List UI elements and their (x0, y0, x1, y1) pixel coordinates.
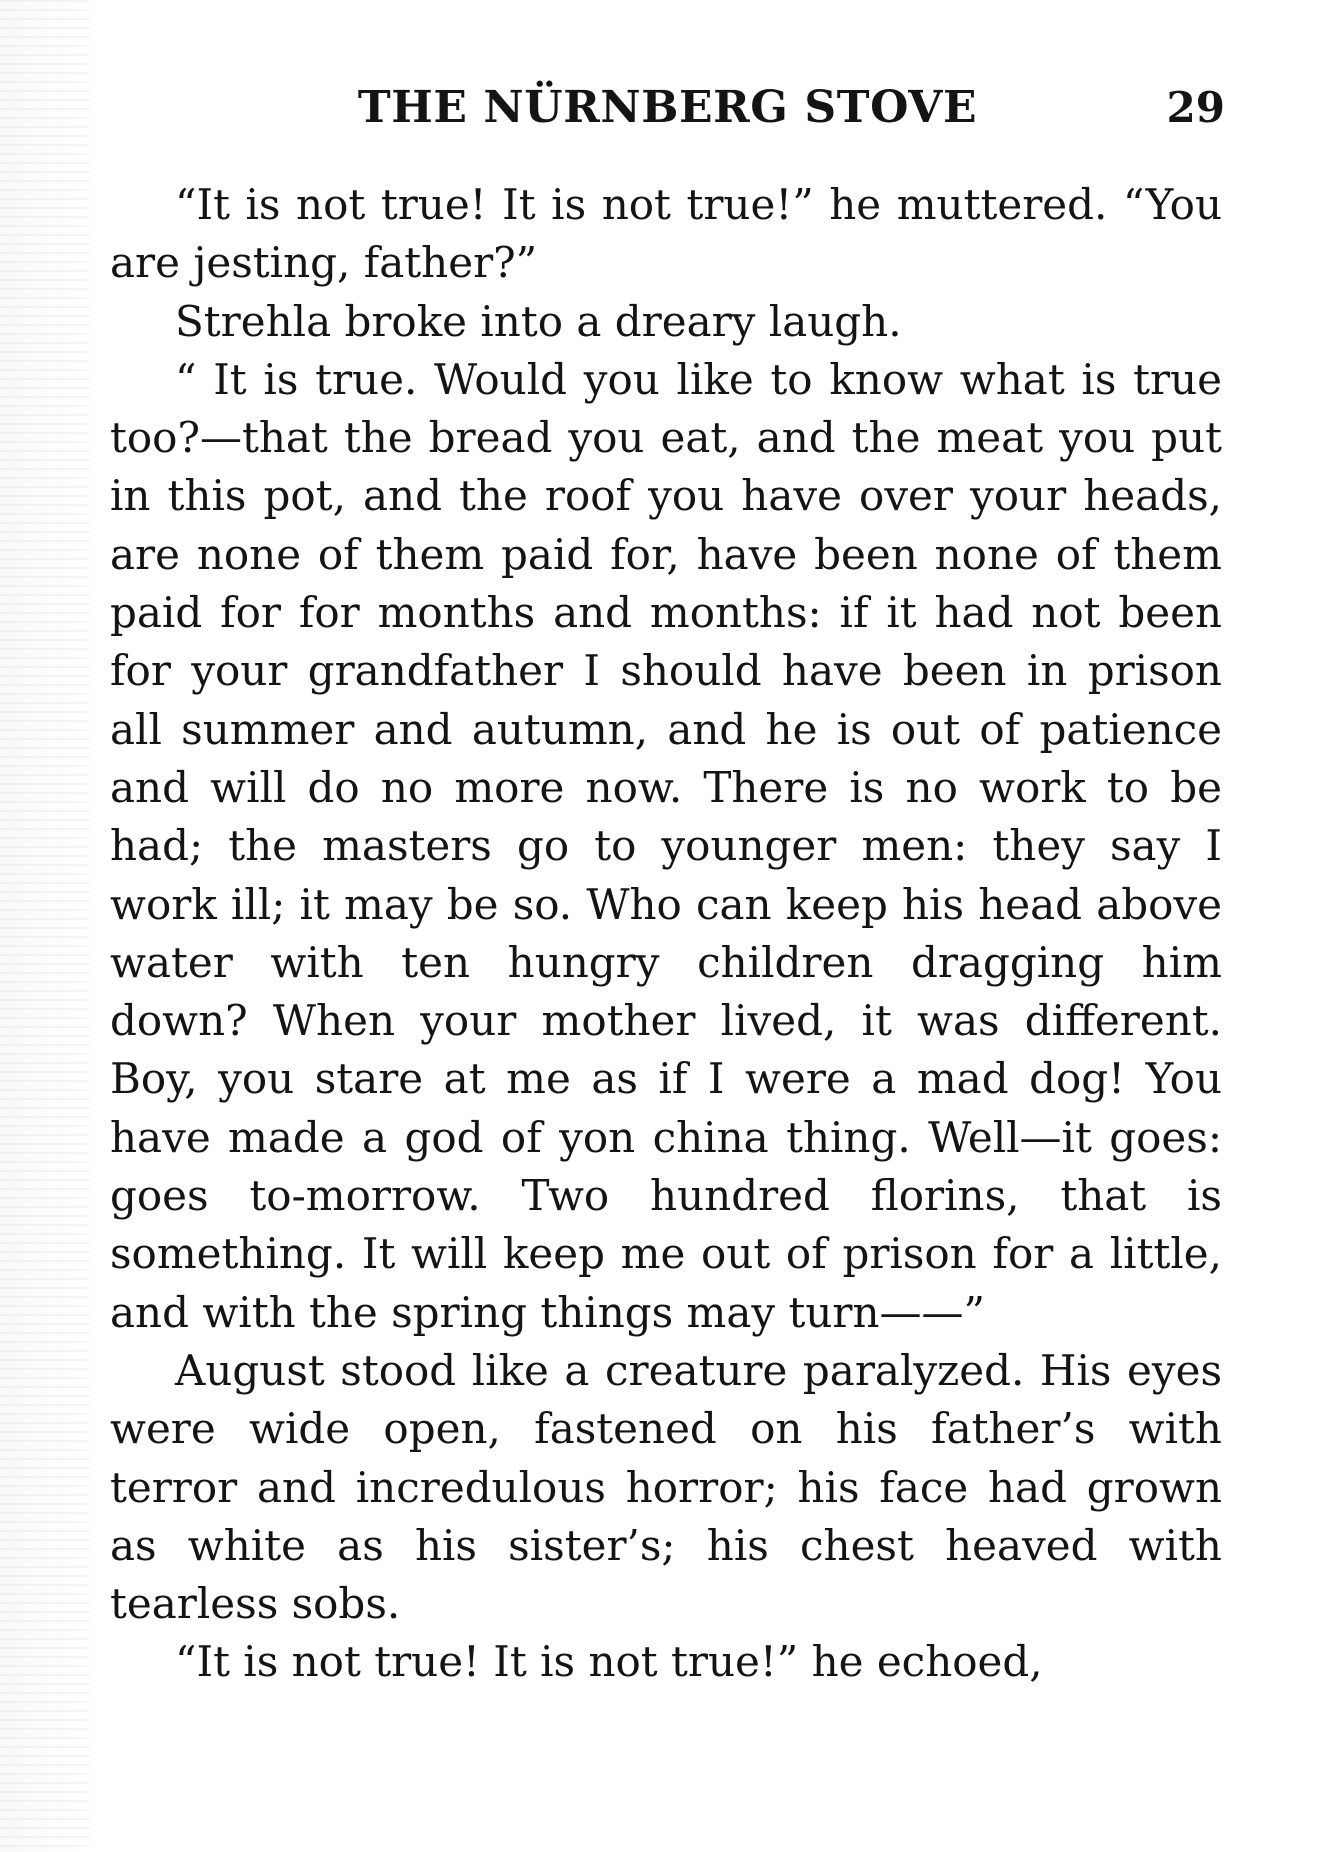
page-binding-edge (0, 0, 90, 1852)
paragraph: August stood like a creature paralyzed. His eyes were wide open, fastened on his father’s with terror and incredulous horror; his face had grown as white as his sister’s; his chest heaved with tearless sobs. (110, 1345, 1222, 1629)
page-number: 29 (1166, 83, 1225, 132)
body-text (110, 176, 1222, 1692)
paragraph: “It is not true! It is not true!” he echoed, (175, 1637, 1043, 1687)
paragraph: “ It is true. Would you like to know what is true too?—that the bread you eat, and the meat you put in this pot, and the roof you have over your heads, are none of them paid for, have been none of them paid for for months and months: if it had not been for your grandfather I should have been in prison all summer and autumn, and he is out of patience and will do no more now. There is no work to be had; the masters go to younger men: they say I work ill; it may be so. Who can keep his head above water with ten hungry children dragging him down? When your mother lived, it was different. Boy, you stare at me as if I were a mad dog! You have made a god of yon china thing. Well—it goes: goes to-morrow. Two hundred florins, that is something. It will keep me out of prison for a little, and with the spring things may turn——” (110, 354, 1222, 1337)
running-title: THE NÜRNBERG STOVE (357, 82, 978, 133)
paragraph: Strehla broke into a dreary laugh. (175, 296, 902, 346)
paragraph: “It is not true! It is not true!” he muttered. “You are jesting, father?” (110, 180, 1222, 288)
page-header (110, 78, 1225, 138)
